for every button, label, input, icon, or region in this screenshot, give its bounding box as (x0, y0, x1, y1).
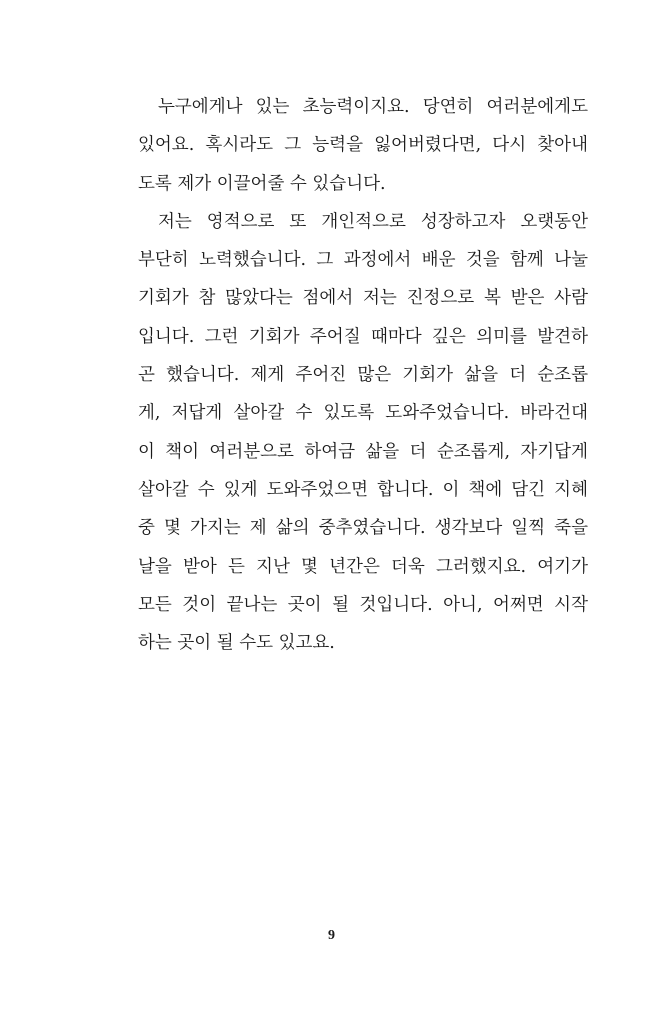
text-line: 입니다. 그런 기회가 주어질 때마다 깊은 의미를 발견하 (138, 326, 588, 347)
text-line: 저는 영적으로 또 개인적으로 성장하고자 오랫동안 (158, 211, 588, 232)
text-line: 날을 받아 든 지난 몇 년간은 더욱 그러했지요. 여기가 (138, 556, 588, 577)
page-body (138, 88, 588, 662)
text-line: 살아갈 수 있게 도와주었으면 합니다. 이 책에 담긴 지혜 (138, 479, 588, 500)
text-line: 누구에게나 있는 초능력이지요. 당연히 여러분에게도 (158, 97, 588, 117)
paragraph-1 (138, 88, 588, 203)
text-line: 기회가 참 많았다는 점에서 저는 진정으로 복 받은 사람 (138, 288, 588, 309)
text-line: 중 몇 가지는 제 삶의 중추였습니다. 생각보다 일찍 죽을 (138, 518, 588, 539)
text-line: 게, 저답게 살아갈 수 있도록 도와주었습니다. 바라건대 (138, 403, 588, 424)
page-number: 9 (328, 928, 335, 943)
text-line: 있어요. 혹시라도 그 능력을 잃어버렸다면, 다시 찾아내 (138, 135, 588, 156)
text-line: 하는 곳이 될 수도 있고요. (138, 633, 335, 654)
text-line: 도록 제가 이끌어줄 수 있습니다. (138, 173, 386, 194)
text-line: 부단히 노력했습니다. 그 과정에서 배운 것을 함께 나눌 (138, 250, 588, 271)
text-line: 곤 했습니다. 제게 주어진 많은 기회가 삶을 더 순조롭 (138, 365, 588, 386)
text-line: 모든 것이 끝나는 곳이 될 것입니다. 아니, 어쩌면 시작 (138, 594, 588, 615)
text-line: 이 책이 여러분으로 하여금 삶을 더 순조롭게, 자기답게 (138, 441, 588, 462)
paragraph-2 (138, 203, 588, 663)
